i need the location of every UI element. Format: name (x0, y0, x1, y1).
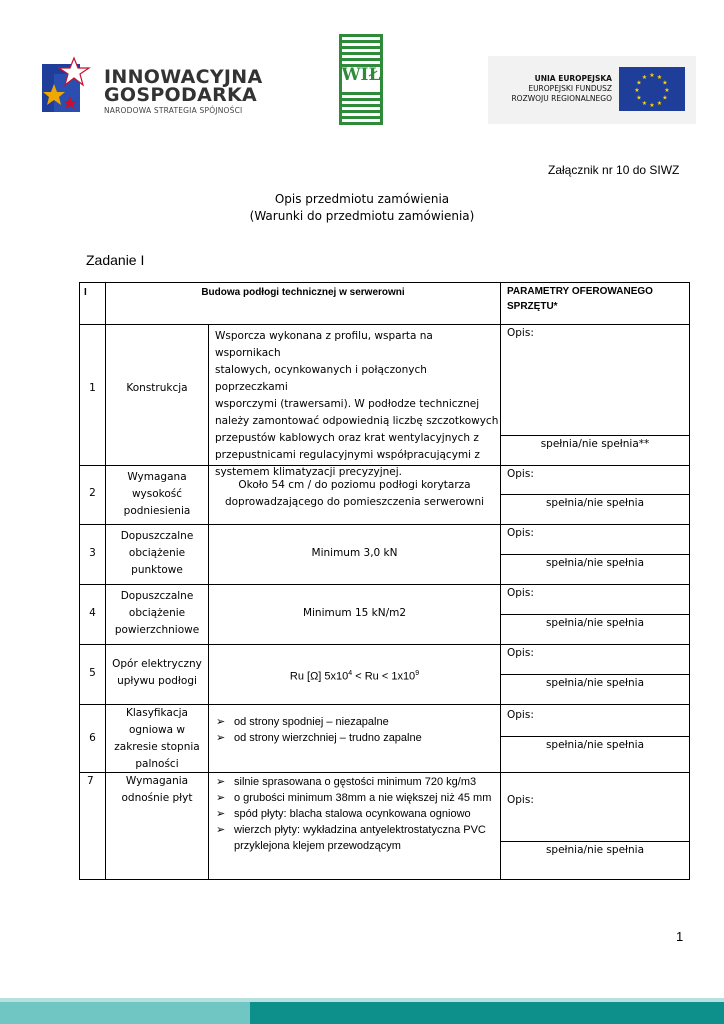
row-description: Około 54 cm / do poziomu podłogi korytarza doprowadzającego do pomieszczenia serwerowni (224, 479, 485, 508)
row-number: 3 (89, 547, 96, 559)
arrow-bullet-icon: ➢ (216, 776, 226, 788)
svg-text:★: ★ (634, 87, 640, 94)
opis-field[interactable]: Opis: (507, 527, 534, 539)
doc-title: Opis przedmiotu zamówienia (274, 192, 450, 206)
table-header-index: I (84, 287, 87, 298)
arrow-bullet-icon: ➢ (216, 824, 226, 836)
arrow-bullet-icon: ➢ (216, 732, 226, 744)
row-name: Wymagana wysokość podniesienia (123, 471, 191, 517)
row-description: Minimum 15 kN/m2 (302, 607, 407, 619)
row-name: Opór elektryczny upływu podłogi (112, 658, 202, 687)
attachment-label: Załącznik nr 10 do SIWZ (548, 163, 680, 177)
ue-logo-line3: ROZWOJU REGIONALNEGO (511, 94, 612, 103)
compliance-field[interactable]: spełnia/nie spełnia (545, 617, 645, 629)
eu-flag-icon (619, 67, 685, 111)
list-item: ➢ od strony wierzchniej – trudno zapalne (216, 732, 422, 744)
compliance-field[interactable]: spełnia/nie spełnia (545, 497, 645, 509)
row-name: Wymagania odnośnie płyt (121, 775, 193, 804)
page-number: 1 (676, 929, 684, 944)
opis-field[interactable]: Opis: (507, 794, 534, 806)
row-number: 7 (87, 775, 94, 787)
table-header-title: Budowa podłogi technicznej w serwerowni (201, 287, 405, 298)
row-name: Dopuszczalne obciążenie powierzchniowe (114, 590, 200, 636)
row-description: Minimum 3,0 kN (311, 547, 398, 559)
wil-logo-text: WIŁ (341, 65, 381, 85)
ue-logo-line1: UNIA EUROPEJSKA (534, 74, 612, 83)
list-item: ➢ spód płyty: blacha stalowa ocynkowana ogniowo (216, 808, 471, 820)
opis-field[interactable]: Opis: (507, 468, 534, 480)
table-header-params: PARAMETRY OFEROWANEGO SPRZĘTU* (507, 286, 653, 312)
list-item: ➢ wierzch płyty: wykładzina antyelektrostatyczna PVC przyklejona klejem przewodzącym (216, 824, 486, 852)
opis-field[interactable]: Opis: (507, 647, 534, 659)
arrow-bullet-icon: ➢ (216, 792, 226, 804)
list-item: ➢ silnie sprasowana o gęstości minimum 720 kg/m3 (216, 776, 477, 788)
ig-star-icon (40, 54, 98, 118)
doc-subtitle: (Warunki do przedmiotu zamówienia) (249, 209, 475, 223)
arrow-bullet-icon: ➢ (216, 808, 226, 820)
list-item: ➢ od strony spodniej – niezapalne (216, 716, 389, 728)
list-item: ➢ o grubości minimum 38mm a nie większej niż 45 mm (216, 792, 492, 804)
compliance-field[interactable]: spełnia/nie spełnia (545, 677, 645, 689)
svg-text:★: ★ (649, 72, 655, 79)
svg-text:★: ★ (641, 100, 648, 107)
compliance-field[interactable]: spełnia/nie spełnia** (540, 438, 650, 450)
opis-field[interactable]: Opis: (507, 587, 534, 599)
svg-text:★: ★ (662, 79, 668, 87)
task-heading: Zadanie I (86, 252, 145, 268)
row-number: 5 (89, 667, 96, 679)
row-number: 1 (89, 382, 96, 394)
compliance-field[interactable]: spełnia/nie spełnia (545, 844, 645, 856)
svg-text:★: ★ (656, 100, 663, 107)
row-name: Konstrukcja (126, 382, 188, 394)
opis-field[interactable]: Opis: (507, 709, 534, 721)
svg-text:★: ★ (636, 94, 642, 102)
ig-logo-line1: INNOWACYJNA (104, 66, 263, 88)
svg-text:★: ★ (664, 87, 670, 94)
row-number: 6 (89, 732, 96, 744)
opis-field[interactable]: Opis: (507, 327, 534, 339)
ue-logo-line2: EUROPEJSKI FUNDUSZ (528, 84, 612, 93)
svg-text:★: ★ (656, 74, 663, 81)
compliance-field[interactable]: spełnia/nie spełnia (545, 557, 645, 569)
svg-text:★: ★ (649, 102, 655, 109)
row-bullet-list (214, 714, 499, 746)
arrow-bullet-icon: ➢ (216, 716, 226, 728)
svg-text:★: ★ (636, 79, 642, 87)
row-bullet-list (214, 774, 494, 854)
row-number: 4 (89, 607, 96, 619)
svg-text:★: ★ (662, 94, 668, 102)
svg-text:★: ★ (641, 74, 648, 81)
row-description: Ru [Ω] $5x10^4 < Ru < 1x10^9$ (289, 670, 420, 683)
compliance-field[interactable]: spełnia/nie spełnia (545, 739, 645, 751)
row-name: Klasyfikacja ogniowa w zakresie stopnia palności (114, 707, 200, 770)
row-description: Wsporcza wykonana z profilu, wsparta na wspornikach stalowych, ocynkowanych i połączonych poprzeczkami wsporczymi (trawersami). W podłodze technicznej należy zamontować odpowiednią liczbę szczotkowych przepustów kablowych oraz krat wentylacyjnych z przepustnicami regulacyjnymi współpracującymi z systemem klimatyzacji precyzyjnej. (215, 330, 499, 478)
row-number: 2 (89, 487, 96, 499)
ig-logo-line2: GOSPODARKA (104, 84, 258, 106)
row-name: Dopuszczalne obciążenie punktowe (120, 530, 194, 576)
ig-logo-subtitle: NARODOWA STRATEGIA SPÓJNOŚCI (104, 106, 243, 115)
